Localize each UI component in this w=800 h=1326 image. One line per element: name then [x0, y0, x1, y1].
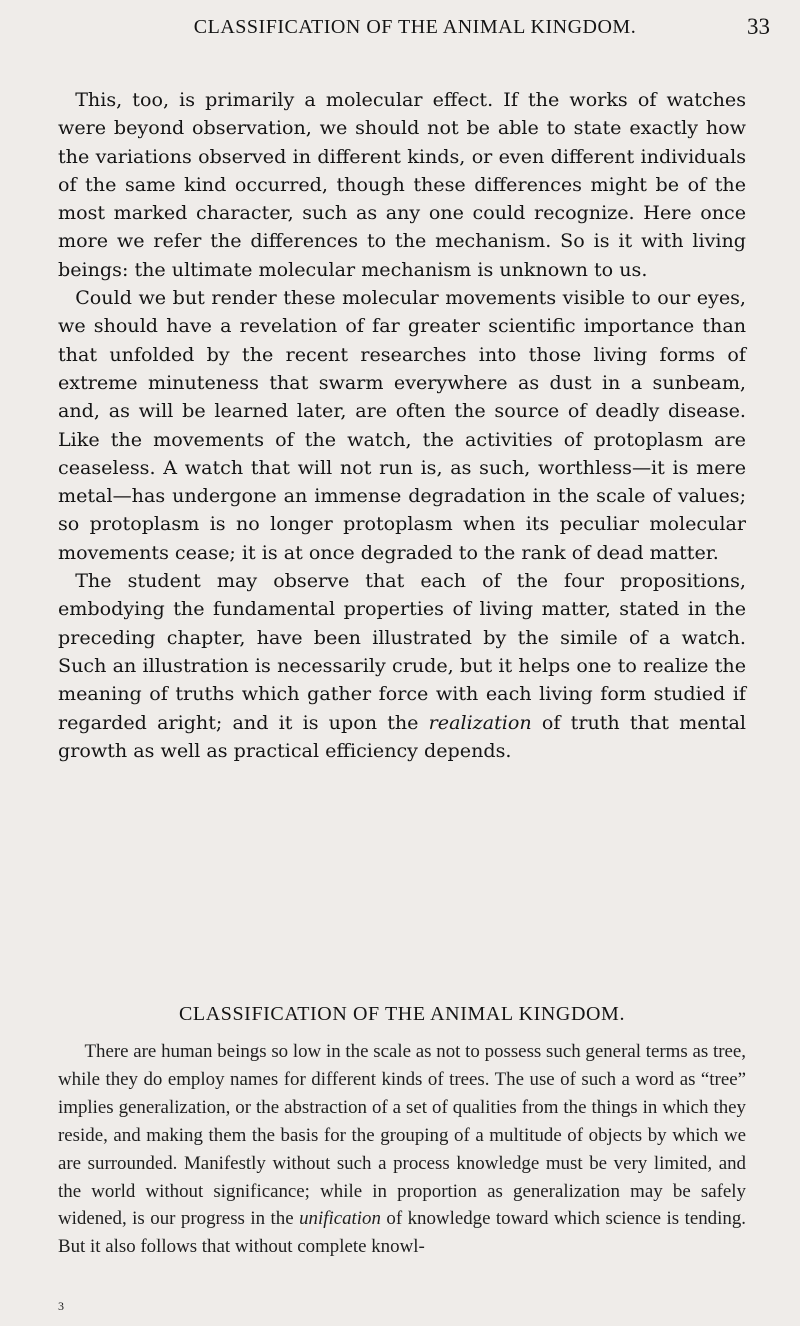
paragraph-text: of truth that mental growth as well as practical efficiency depends. — [58, 710, 746, 762]
paragraph-molecular-movements: Could we but render these molecular movements visible to our eyes, we should have a revelation of far greater scientific importance than that unfolded by the recent researches into those living forms of extreme minuteness that swarm everywhere as dust in a sunbeam, and, as will be learned later, are often the source of deadly disease. Like the movements of the watch, the activities of protoplasm are ceaseless. A watch that will not run is, as such, worthless—it is mere metal—has undergone an immense degradation in the scale of values; so protoplasm is no longer protoplasm when its peculiar molecular movements cease; it is at once degraded to the rank of dead matter. — [58, 286, 746, 564]
paragraph-student-propositions — [58, 567, 746, 765]
section-heading: CLASSIFICATION OF THE ANIMAL KINGDOM. — [178, 1003, 626, 1025]
paragraph-molecular-effect: This, too, is primarily a molecular effect. If the works of watches were beyond observation, we should not be able to state exactly how the variations observed in different kinds, or even different individuals of the same kind occurred, though these differences might be of the most marked character, such as any one could recognize. Here once more we refer the differences to the mechanism. So is it with living beings: the ultimate molecular mechanism is unknown to us. — [58, 88, 746, 281]
signature-mark: 3 — [58, 1299, 64, 1313]
paragraph-generalization — [58, 1038, 746, 1261]
running-head — [60, 12, 770, 42]
paragraph-text: There are human beings so low in the scale as not to possess such general terms as tree, while they do employ names for different kinds of trees. The use of such a word as “tree” implies generalization, or the abstraction of a set of qualities from the things in which they reside, and making them the basis for the grouping of a multitude of objects by which we are surrounded. Manifestly without such a process knowledge must be very limited, and the world without significance; while in proportion as generalization may be safely widened, is our progress in the — [58, 1041, 746, 1230]
page-number: 33 — [747, 14, 770, 39]
emphasized-word: realization — [428, 710, 532, 734]
body-text — [58, 86, 746, 765]
section-text — [58, 1038, 746, 1261]
paragraph-text: The student may observe that each of the four propositions, embodying the fundamental properties of living matter, stated in the preceding chapter, have been illustrated by the simile of a watch. Such an illustration is necessarily crude, but it helps one to realize the meaning of truths which gather force with each living form studied if regarded aright; and it is upon the — [58, 569, 746, 734]
running-title: CLASSIFICATION OF THE ANIMAL KINGDOM. — [193, 16, 637, 38]
emphasized-word: unification — [299, 1208, 381, 1230]
paragraph-text: of knowledge toward which science is tending. But it also follows that without complete knowl- — [58, 1208, 746, 1258]
